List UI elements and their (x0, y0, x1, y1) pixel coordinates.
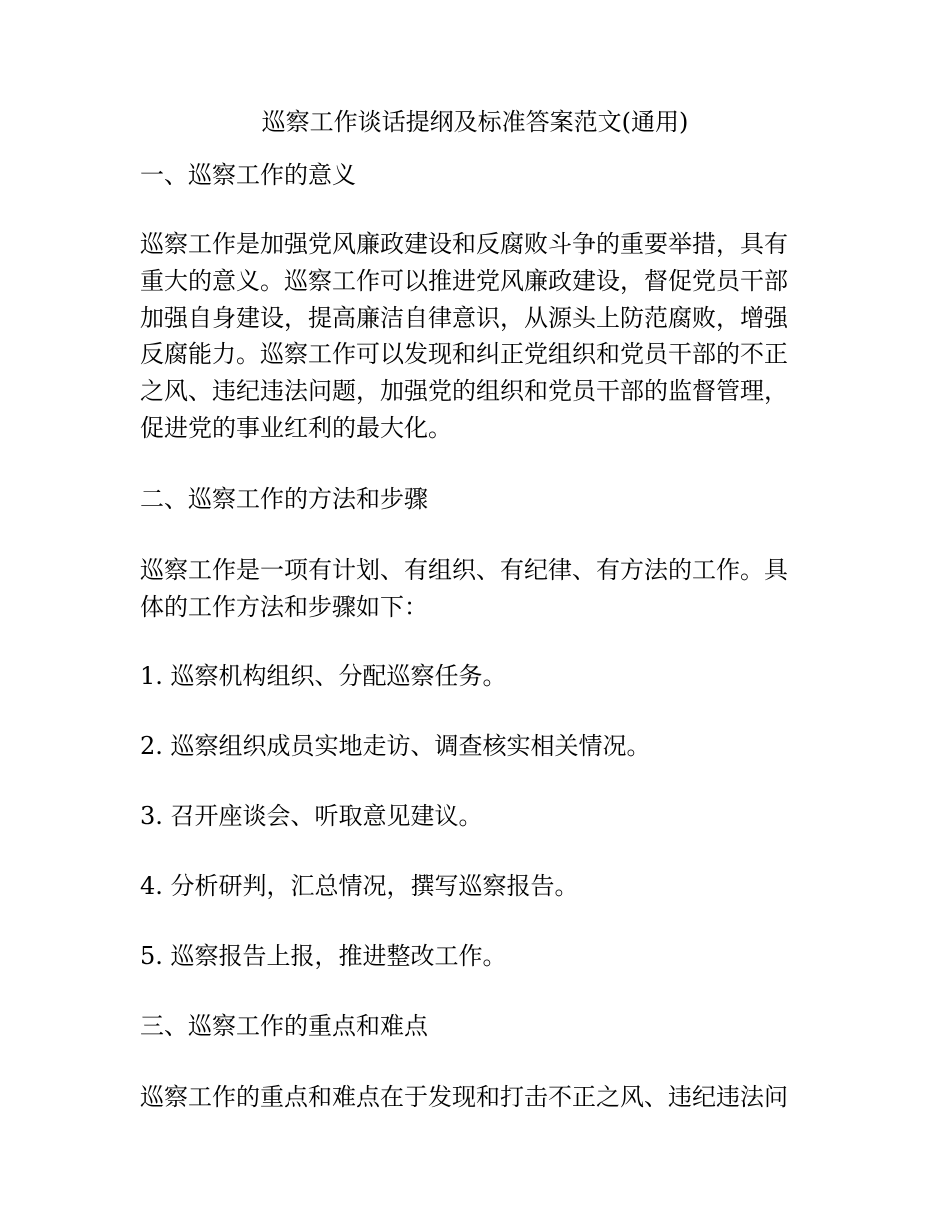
section-3-paragraph (140, 1079, 788, 1116)
paragraph-line: 之风、违纪违法问题，加强党的组织和党员干部的监督管理， (140, 377, 788, 406)
step-item: 1. 巡察机构组织、分配巡察任务。 (140, 662, 507, 690)
step-item: 5. 巡察报告上报，推进整改工作。 (140, 942, 507, 970)
section-2-heading: 二、巡察工作的方法和步骤 (140, 485, 428, 513)
section-3-heading: 三、巡察工作的重点和难点 (140, 1012, 428, 1040)
section-1-heading: 一、巡察工作的意义 (140, 161, 356, 189)
document-title: 巡察工作谈话提纲及标准答案范文(通用) (261, 108, 689, 136)
paragraph-line: 加强自身建设，提高廉洁自律意识，从源头上防范腐败，增强 (140, 303, 788, 332)
step-item: 4. 分析研判，汇总情况，撰写巡察报告。 (140, 872, 579, 900)
section-1-paragraph (140, 226, 788, 447)
paragraph-line: 体的工作方法和步骤如下： (140, 592, 428, 621)
paragraph-line: 巡察工作的重点和难点在于发现和打击不正之风、违纪违法问 (140, 1083, 788, 1111)
step-item: 2. 巡察组织成员实地走访、调查核实相关情况。 (140, 732, 651, 760)
section-2-paragraph (140, 552, 788, 626)
paragraph-line: 促进党的事业红利的最大化。 (140, 413, 452, 442)
paragraph-line: 巡察工作是一项有计划、有组织、有纪律、有方法的工作。具 (140, 556, 788, 584)
paragraph-line: 重大的意义。巡察工作可以推进党风廉政建设，督促党员干部 (140, 266, 788, 295)
paragraph-line: 反腐能力。巡察工作可以发现和纠正党组织和党员干部的不正 (140, 340, 788, 369)
paragraph-line: 巡察工作是加强党风廉政建设和反腐败斗争的重要举措，具有 (140, 230, 788, 258)
step-item: 3. 召开座谈会、听取意见建议。 (140, 802, 483, 830)
